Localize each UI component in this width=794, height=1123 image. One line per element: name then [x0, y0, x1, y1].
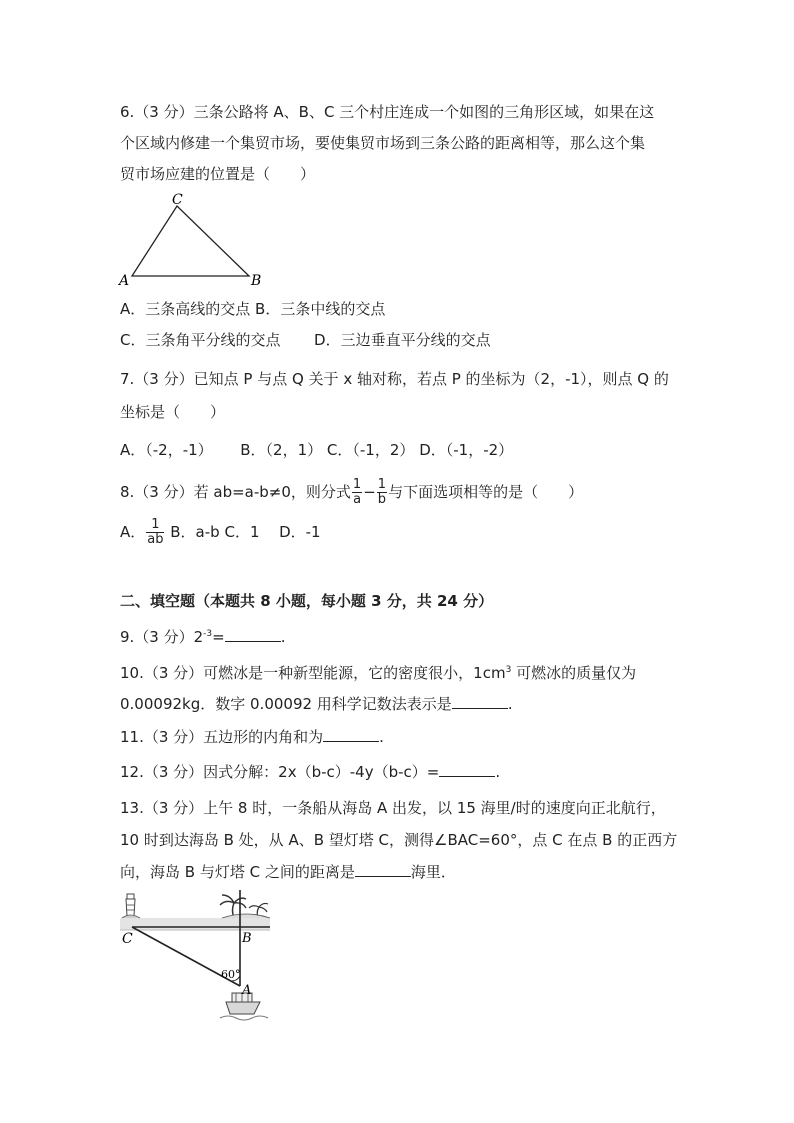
q6-option-d[interactable]: D．三边垂直平分线的交点 — [314, 331, 491, 349]
q12: 12.（3 分）因式分解：2x（b-c）-4y（b-c）= . — [120, 763, 501, 781]
q9: 9.（3 分）$2^{-3}=$ . — [120, 628, 286, 646]
q8-option-c[interactable]: C．1 — [224, 523, 260, 541]
section-heading-fill-in: 二、填空题（本题共 8 小题，每小题 3 分，共 24 分） — [120, 592, 494, 610]
q7-stem-line1: 7.（3 分）已知点 P 与点 Q 关于 x 轴对称，若点 P 的坐标为（2，-1），则点 Q 的 — [120, 370, 669, 388]
q6-options-row1 — [120, 299, 385, 319]
q8-option-d[interactable]: D．-1 — [279, 523, 321, 541]
fraction-1-over-b: $\frac{1}{b}$ — [377, 477, 387, 507]
q7-stem-line2: 坐标是（ ） — [120, 403, 226, 421]
q11-answer-blank[interactable] — [323, 727, 379, 742]
q7-option-a[interactable]: A．（-2，-1） — [120, 441, 213, 459]
q12-answer-blank[interactable] — [439, 762, 495, 777]
q10-answer-blank[interactable] — [452, 694, 508, 709]
q7-option-b[interactable]: B．（2，1） — [240, 441, 323, 459]
ground-strip — [120, 918, 270, 930]
fig13-label-c: C — [122, 931, 133, 947]
q7-option-c[interactable]: C．（-1，2） — [326, 441, 415, 459]
q10-stem-line2: 0.00092kg．数字 0.00092 用科学记数法表示是 . — [120, 695, 513, 713]
q8-options — [120, 518, 321, 547]
q13-stem-line2: 10 时到达海岛 B 处，从 A、B 望灯塔 C，测得∠BAC=60°，点 C 在点 B 的正西方 — [120, 831, 678, 849]
q8-stem-prefix: 8.（3 分）若 ab=a-b≠0，则分式 — [120, 483, 351, 501]
q6-stem-line3: 贸市场应建的位置是（ ） — [120, 165, 316, 183]
triangle-label-b: B — [251, 273, 262, 288]
q9-answer-blank[interactable] — [225, 627, 281, 642]
minus-sign: − — [363, 483, 376, 501]
q8-option-a[interactable]: A． $\frac{1}{ab}$ — [120, 517, 164, 547]
q8-stem-suffix: 与下面选项相等的是（ ） — [388, 483, 584, 501]
q6-option-c[interactable]: C．三条角平分线的交点 — [120, 331, 281, 349]
lighthouse-island-figure — [118, 890, 278, 1028]
fig13-angle-label: 60° — [221, 968, 241, 981]
q8-option-b[interactable]: B．a-b — [170, 523, 220, 541]
fig13-label-b: B — [242, 931, 252, 946]
q13-stem-line3: 向，海岛 B 与灯塔 C 之间的距离是 海里． — [120, 863, 456, 881]
palm-tree-icon — [220, 895, 270, 918]
q10-stem-line1: 10.（3 分）可燃冰是一种新型能源，它的密度很小，$1cm^3$ 可燃冰的质量仅为 — [120, 664, 637, 682]
q6-stem-line2: 个区域内修建一个集贸市场，要使集贸市场到三条公路的距离相等，那么这个集 — [120, 134, 646, 152]
q6-option-b[interactable]: B．三条中线的交点 — [255, 300, 386, 318]
fig13-label-a: A — [242, 983, 252, 998]
fraction-1-over-a: $\frac{1}{a}$ — [352, 477, 362, 507]
q7-options — [120, 440, 513, 460]
q11: 11.（3 分）五边形的内角和为 . — [120, 728, 384, 746]
q6-options-row2 — [120, 330, 491, 350]
q8-stem — [120, 478, 583, 507]
q13-answer-blank[interactable] — [355, 862, 411, 877]
triangle-label-c: C — [172, 192, 183, 208]
q7-option-d[interactable]: D．（-1，-2） — [419, 441, 514, 459]
lighthouse-icon — [122, 894, 140, 918]
triangle-figure — [115, 188, 275, 288]
triangle-label-a: A — [119, 273, 130, 288]
q6-stem-line1: 6.（3 分）三条公路将 A、B、C 三个村庄连成一个如图的三角形区域，如果在这 — [120, 103, 655, 121]
q6-option-a[interactable]: A．三条高线的交点 — [120, 300, 251, 318]
q13-stem-line1: 13.（3 分）上午 8 时，一条船从海岛 A 出发，以 15 海里/时的速度向正北航行， — [120, 799, 666, 817]
